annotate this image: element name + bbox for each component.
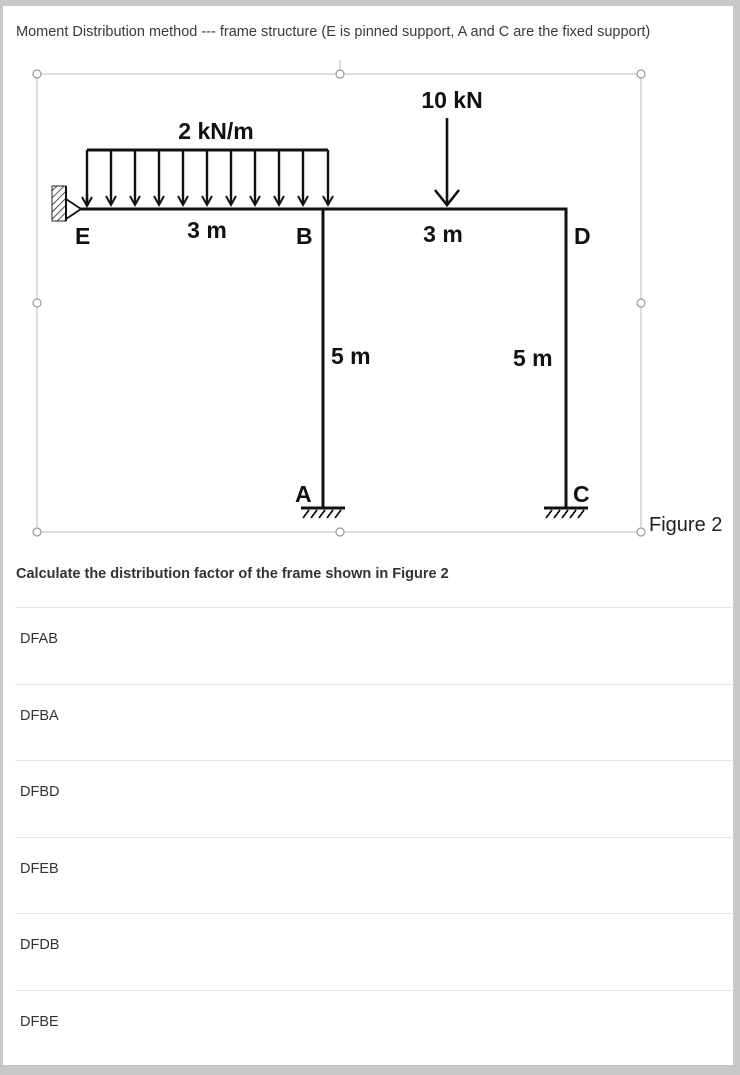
frame-members [81, 209, 566, 508]
point-load-arrow [435, 118, 459, 205]
udl-label: 2 kN/m [178, 118, 254, 144]
image-selection-frame[interactable] [37, 60, 641, 532]
height-AB-label: 5 m [331, 343, 371, 369]
node-C-label: C [573, 481, 590, 507]
frame-figure [3, 6, 733, 566]
answer-list [15, 607, 733, 1067]
span-EB-label: 3 m [187, 217, 227, 243]
resize-handle-top-left [33, 70, 41, 78]
question-page [3, 6, 733, 1065]
resize-handle-bottom-left [33, 528, 41, 536]
node-A-label: A [295, 481, 312, 507]
figure-caption: Figure 2 [649, 514, 723, 536]
question-prompt: Calculate the distribution factor of the frame shown in Figure 2 [16, 566, 449, 582]
answer-label: DFEB [20, 860, 59, 877]
node-B-label: B [296, 223, 313, 249]
answer-row-dfab[interactable] [15, 607, 733, 684]
span-BD-label: 3 m [423, 221, 463, 247]
node-E-label: E [75, 223, 91, 249]
pinned-support-E [52, 186, 81, 221]
answer-label: DFAB [20, 631, 58, 647]
resize-handle-middle-left [33, 299, 41, 307]
fixed-support-C [544, 508, 588, 518]
answer-row-dfba[interactable] [15, 684, 733, 761]
answer-row-dfdb[interactable] [15, 913, 733, 990]
question-title: Moment Distribution method --- frame structure (E is pinned support, A and C are the fixed support) [16, 24, 651, 40]
answer-row-dfeb[interactable] [15, 837, 733, 914]
resize-handle-bottom-right [637, 528, 645, 536]
point-load-label: 10 kN [421, 87, 483, 113]
resize-handle-top-right [637, 70, 645, 78]
node-D-label: D [574, 223, 591, 249]
answer-label: DFDB [20, 937, 60, 954]
answer-label: DFBA [20, 707, 59, 724]
resize-handle-middle-right [637, 299, 645, 307]
answer-row-dfbd[interactable] [15, 760, 733, 837]
answer-label: DFBE [20, 1013, 59, 1030]
distributed-load [82, 150, 333, 206]
answer-label: DFBD [20, 784, 60, 801]
resize-handle-top-middle [336, 70, 344, 78]
resize-handle-bottom-middle [336, 528, 344, 536]
fixed-support-A [301, 508, 345, 518]
resize-handles[interactable] [33, 70, 645, 536]
answer-row-dfbe[interactable] [15, 990, 733, 1067]
height-DC-label: 5 m [513, 345, 553, 371]
